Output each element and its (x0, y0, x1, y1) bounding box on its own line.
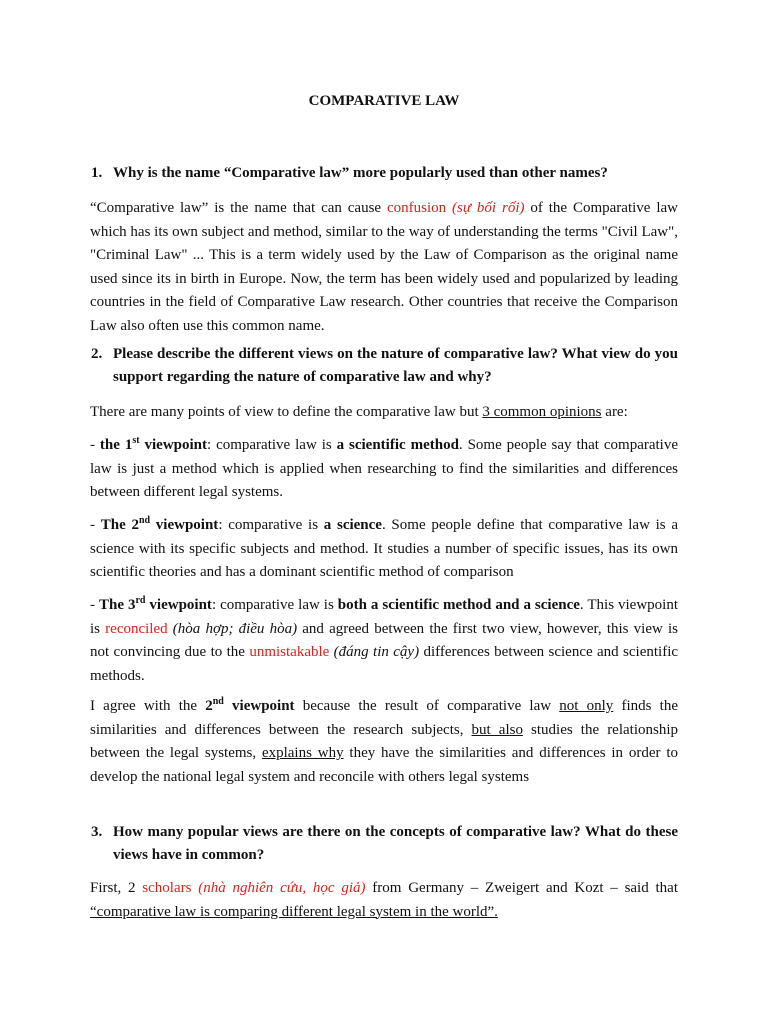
term-reconciled: reconciled (105, 620, 168, 637)
agreement-text-a: I agree with the (90, 698, 206, 714)
question-1-text: Why is the name “Comparative law” more popularly used than other names? (113, 165, 608, 181)
gloss-reconciled: (hòa hợp; điều hòa) (167, 620, 298, 637)
answer-3-text-a: First, 2 (90, 880, 143, 896)
answer-1-text-a: “Comparative law” is the name that can cause (90, 200, 387, 216)
viewpoint-3-key: both a scientific method and a science (337, 597, 580, 613)
viewpoint-3-text-b: and agreed between the first two view, however, this view is not convincing due to the (90, 620, 678, 660)
answer-1-paragraph (90, 197, 678, 338)
views-intro-text-b: are: (601, 404, 628, 420)
viewpoint-3-text-c: differences between science and scientific methods. (90, 644, 679, 684)
viewpoint-3-paragraph (90, 594, 678, 688)
document-title: COMPARATIVE LAW (308, 93, 460, 109)
agreement-viewpoint-ordinal: nd (212, 696, 224, 707)
viewpoint-1-paragraph (90, 434, 678, 505)
viewpoint-3-label-2: viewpoint (145, 597, 212, 613)
term-confusion: confusion (386, 200, 447, 216)
viewpoint-3-dash: - (90, 597, 99, 613)
zweigert-kozt-quote: “comparative law is comparing different legal system in the world”. (90, 903, 498, 920)
phrase-explains-why: explains why (261, 745, 344, 761)
viewpoint-1-text-rest: . Some people say that comparative law is just a method which is applied when researching to find the similarities and differences between different legal systems. (90, 437, 678, 500)
gloss-scholars: (nhà nghiên cứu, học giả) (191, 880, 366, 896)
agreement-text-e: they have the similarities and differences in order to develop the national legal system and reconcile with others legal systems (90, 745, 678, 785)
viewpoint-2-text-rest: . Some people define that comparative law is a science with its specific subjects and method. It studies a number of specific issues, has its own scientific theories and has a dominant scientific method of comparison (90, 517, 679, 580)
question-1 (91, 162, 678, 185)
term-unmistakable: unmistakable (249, 644, 330, 660)
answer-3-paragraph (90, 877, 678, 924)
viewpoint-2-paragraph (90, 514, 678, 585)
phrase-not-only: not only (559, 698, 614, 714)
question-3-number: 3. (91, 824, 103, 840)
viewpoint-1-text-mid: : comparative law is (207, 437, 337, 453)
viewpoint-2-label-2: viewpoint (150, 517, 219, 533)
phrase-but-also: but also (471, 721, 523, 738)
agreement-text-d: studies the relationship between the legal systems, (90, 721, 679, 761)
question-2 (91, 343, 678, 389)
answer-3-text-b: from Germany – Zweigert and Kozt – said that (365, 880, 678, 896)
viewpoint-1-key: a scientific method (336, 437, 459, 453)
viewpoint-1-label: the 1 (99, 437, 133, 453)
viewpoint-1-ordinal: st (132, 435, 140, 446)
three-common-opinions: 3 common opinions (482, 404, 602, 420)
question-2-text: Please describe the different views on the nature of comparative law? What view do you support regarding the nature of comparative law and why? (113, 346, 678, 385)
question-3 (91, 821, 678, 867)
views-intro-text-a: There are many points of view to define the comparative law but (90, 404, 483, 420)
viewpoint-3-label: The 3 (98, 597, 136, 613)
viewpoint-2-label: The 2 (100, 517, 139, 533)
viewpoint-3-text-a: . This viewpoint is (90, 597, 678, 637)
viewpoint-2-key: a science (323, 517, 382, 533)
answer-1-text-b: of the Comparative law which has its own subject and method, similar to the way of understanding the terms "Civil Law", "Criminal Law" ... This is a term widely used by the Law of Comparison as the original name used since its in birth in Europe. Now, the term has been widely used and popularized by leading countries in the field of Comparative Law research. Other countries that receive the Comparison Law also often use this common name. (90, 200, 678, 334)
viewpoint-2-dash: - (90, 517, 101, 533)
gloss-unmistakable: (đáng tin cậy) (329, 644, 420, 660)
question-2-number: 2. (91, 346, 103, 362)
agreement-viewpoint-label: viewpoint (223, 698, 295, 714)
viewpoint-1-label-2: viewpoint (139, 437, 207, 453)
agreement-viewpoint-number: 2 (205, 698, 213, 714)
agreement-text-b: because the result of comparative law (294, 698, 560, 714)
viewpoint-3-text-mid: : comparative law is (211, 597, 338, 613)
viewpoint-2-ordinal: nd (138, 515, 151, 526)
viewpoint-2-text-mid: : comparative is (218, 517, 324, 533)
question-3-text: How many popular views are there on the concepts of comparative law? What do these views have in common? (113, 824, 678, 863)
agreement-text-c: finds the similarities and differences between the research subjects, (90, 698, 678, 738)
gloss-confusion: (sự bối rối) (446, 200, 525, 216)
term-scholars: scholars (142, 880, 192, 896)
question-1-number: 1. (91, 165, 103, 181)
viewpoint-1-dash: - (90, 437, 100, 453)
agreement-paragraph (90, 695, 678, 789)
views-intro-paragraph (90, 401, 678, 425)
viewpoint-3-ordinal: rd (135, 595, 146, 606)
